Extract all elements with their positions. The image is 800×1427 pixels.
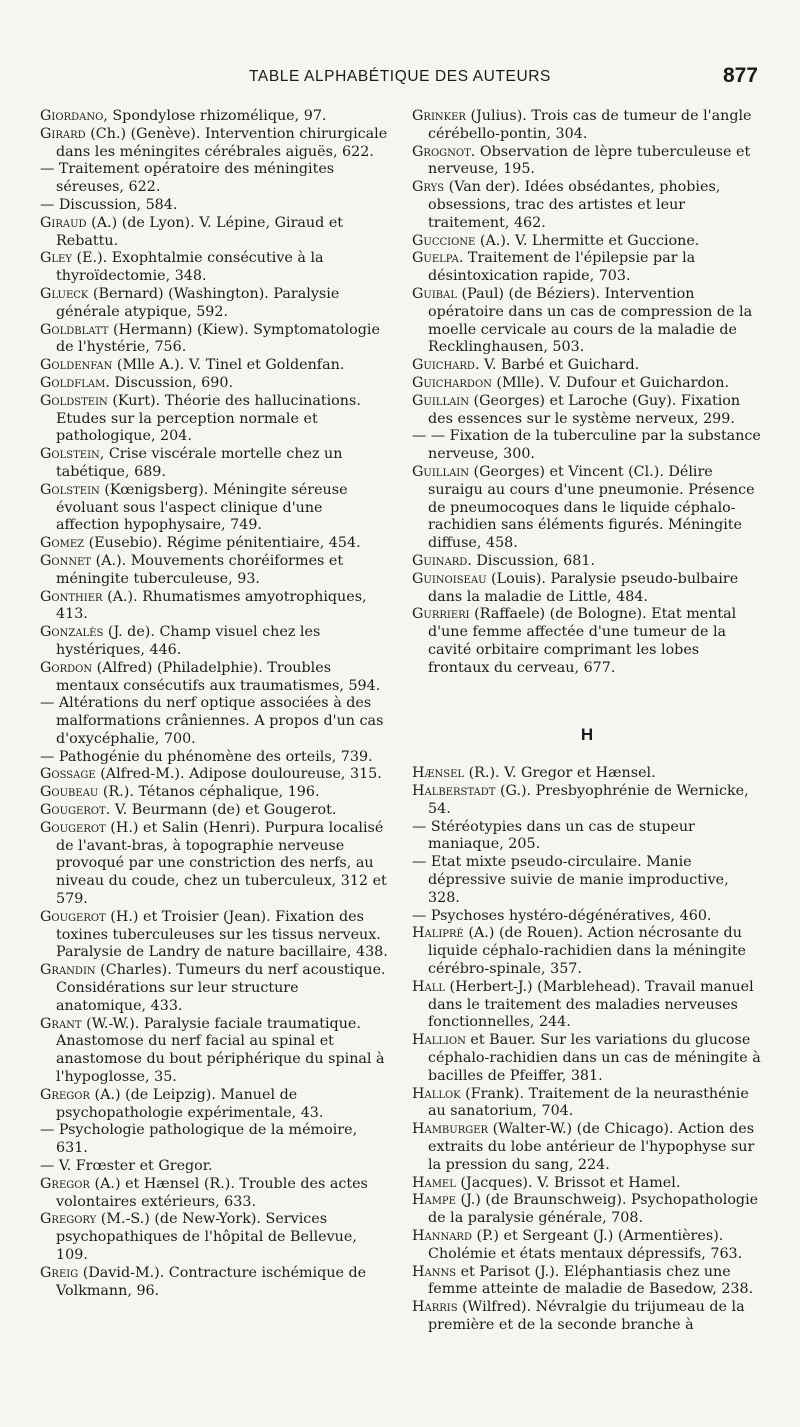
entry-text: (Mlle). V. Dufour et Guichardon. xyxy=(491,374,730,391)
author-name: Giraud xyxy=(40,214,87,231)
author-name: Gurrieri xyxy=(412,606,470,623)
index-entry xyxy=(412,393,762,429)
index-entry xyxy=(40,1016,390,1087)
author-name: Goldstein xyxy=(40,392,108,409)
entry-text: V. Beurmann (de) et Gougerot. xyxy=(110,802,337,819)
author-name: Hamburger xyxy=(412,1121,489,1138)
author-name: Guichard. xyxy=(412,357,480,374)
entry-text: — — Fixation de la tuberculine par la substance nerveuse, 300. xyxy=(412,428,761,463)
entry-text: Traitement de l'épilepsie par la désintoxication rapide, 703. xyxy=(428,250,696,285)
index-entry xyxy=(40,375,390,393)
author-name: Guinoiseau xyxy=(412,570,487,587)
author-name: Goldenfan xyxy=(40,357,113,374)
index-entry xyxy=(40,909,390,962)
index-entry xyxy=(40,784,390,802)
entry-text: (Julius). Trois cas de tumeur de l'angle cérébello-pontin, 304. xyxy=(428,108,752,142)
author-name: Hannard xyxy=(412,1228,472,1245)
index-entry xyxy=(412,179,762,232)
author-name: Hallok xyxy=(412,1085,461,1102)
entry-text: Observation de lèpre tuberculeuse et nerveuse, 195. xyxy=(428,143,751,178)
index-entry xyxy=(40,108,390,126)
entry-text: (A.) (de Lyon). V. Lépine, Giraud et Rebattu. xyxy=(56,214,344,249)
author-name: Gougerot xyxy=(40,908,106,925)
index-entry xyxy=(412,819,762,855)
entry-text: Discussion, 690. xyxy=(109,374,233,391)
index-entry xyxy=(40,322,390,358)
index-entry xyxy=(412,1299,762,1335)
author-name: Greig xyxy=(40,1264,79,1281)
entry-text: (Charles). Tumeurs du nerf acoustique. Considérations sur leur structure anatomique, 433. xyxy=(56,962,386,1014)
entry-text: (Kœnigsberg). Méningite séreuse évoluant sous l'aspect clinique d'une affection hypophysaire, 749. xyxy=(56,481,348,534)
index-entry xyxy=(412,1121,762,1174)
index-entry xyxy=(40,624,390,660)
left-column xyxy=(40,108,390,1300)
author-name: Guillain xyxy=(412,463,470,480)
author-name: Hampe xyxy=(412,1192,456,1209)
author-name: Gregor xyxy=(40,1086,90,1103)
entry-text: (Alfred) (Philadelphie). Troubles mentaux consécutifs aux traumatismes, 594. xyxy=(56,659,381,694)
author-name: Guccione xyxy=(412,232,476,249)
entry-text: (A.) (de Rouen). Action nécrosante du liquide céphalo-rachidien dans la méningite cérébro-spinale, 357. xyxy=(428,925,747,978)
index-entry xyxy=(412,571,762,607)
author-name: Grant xyxy=(40,1015,82,1032)
entry-text: (Paul) (de Béziers). Intervention opératoire dans un cas de compression de la moelle cervicale au cours de la maladie de Recklinghausen, 503. xyxy=(428,285,753,356)
entry-text: et Bauer. Sur les variations du glucose céphalo-rachidien dans un cas de méningite à bacilles de Pfeiffer, 381. xyxy=(428,1032,761,1084)
index-entry xyxy=(40,1176,390,1212)
author-name: Gregor xyxy=(40,1175,90,1192)
author-name: Guibal xyxy=(412,285,458,302)
author-name: Hænsel xyxy=(412,765,465,782)
entry-text: (W.-W.). Paralysie faciale traumatique. Anastomose du nerf facial au spinal et anastomose du bout périphérique du spinal à l'hypoglosse, 35. xyxy=(56,1015,385,1086)
index-entry xyxy=(40,126,390,162)
index-entry xyxy=(40,820,390,909)
author-name: Giordano, xyxy=(40,108,108,124)
author-name: Grandin xyxy=(40,962,96,979)
author-name: Guillain xyxy=(412,392,470,409)
entry-text: — Etat mixte pseudo-circulaire. Manie dépressive suivie de manie improductive, 328. xyxy=(412,854,729,906)
entry-text: (Frank). Traitement de la neurasthénie au sanatorium, 704. xyxy=(428,1085,749,1120)
author-name: Grinker xyxy=(412,108,466,124)
right-column xyxy=(412,108,762,1335)
author-name: Gley xyxy=(40,250,72,267)
index-entry xyxy=(40,695,390,748)
entry-text: (A.). V. Lhermitte et Guccione. xyxy=(475,232,700,249)
entry-text: — Pathogénie du phénomène des orteils, 739. xyxy=(40,748,373,765)
entry-text: (A.). Rhumatismes amyotrophiques, 413. xyxy=(56,588,367,623)
entry-text: (Hermann) (Kiew). Symptomatologie de l'hystérie, 756. xyxy=(56,321,380,356)
index-entry xyxy=(412,1228,762,1264)
author-name: Guelpa. xyxy=(412,250,464,267)
index-entry xyxy=(40,766,390,784)
entry-text: (Raffaele) (de Bologne). Etat mental d'une femme affectée d'une tumeur de la cavité orbitaire comprimant les lobes frontaux du cerveau, 677. xyxy=(428,606,737,676)
entry-text: (Bernard) (Washington). Paralysie générale atypique, 592. xyxy=(56,285,340,320)
entry-text: (G.). Presbyophrénie de Wernicke, 54. xyxy=(428,783,749,817)
right-column-entries xyxy=(412,108,762,678)
index-entry xyxy=(412,250,762,286)
index-entry xyxy=(40,962,390,1015)
index-entry xyxy=(40,482,390,535)
entry-text: — Stéréotypies dans un cas de stupeur maniaque, 205. xyxy=(412,818,695,853)
index-entry xyxy=(40,1122,390,1158)
author-name: Gonzalès xyxy=(40,624,104,641)
index-entry xyxy=(412,108,762,144)
author-name: Hanns xyxy=(412,1263,457,1280)
index-entry xyxy=(40,393,390,446)
index-entry xyxy=(412,1032,762,1085)
entry-text: (Kurt). Théorie des hallucinations. Etudes sur la perception normale et pathologique, 204. xyxy=(56,392,361,445)
entry-text: (Jacques). V. Brissot et Hamel. xyxy=(455,1174,681,1191)
running-title: TABLE ALPHABÉTIQUE DES AUTEURS xyxy=(249,68,551,85)
index-entry xyxy=(40,357,390,375)
index-entry xyxy=(412,783,762,819)
index-entry xyxy=(412,464,762,553)
index-entry xyxy=(412,375,762,393)
author-name: Gregory xyxy=(40,1211,97,1228)
entry-text: (Van der). Idées obsédantes, phobies, obsessions, trac des artistes et leur traitement, 462. xyxy=(428,179,721,231)
index-entry xyxy=(412,233,762,251)
author-name: Grognot. xyxy=(412,143,476,160)
index-entry xyxy=(412,553,762,571)
index-entry xyxy=(40,215,390,251)
index-entry xyxy=(412,286,762,357)
author-name: Goldblatt xyxy=(40,321,109,338)
index-entry xyxy=(40,589,390,625)
page-number: 877 xyxy=(722,64,758,87)
author-name: Golstein, xyxy=(40,446,105,463)
index-entry xyxy=(412,854,762,907)
author-name: Gonnet xyxy=(40,552,92,569)
entry-text: et Parisot (J.). Eléphantiasis chez une femme atteinte de maladie de Basedow, 238. xyxy=(428,1263,754,1298)
entry-text: (Mlle A.). V. Tinel et Goldenfan. xyxy=(112,357,345,374)
index-entry xyxy=(40,1158,390,1176)
author-name: Glueck xyxy=(40,285,89,302)
entry-text: (Herbert-J.) (Marblehead). Travail manuel dans le traitement des maladies nerveuses fonctionnelles, 244. xyxy=(428,978,754,1031)
author-name: Grys xyxy=(412,179,445,196)
section-letter-h: H xyxy=(580,724,594,744)
index-entry xyxy=(412,357,762,375)
index-entry xyxy=(412,144,762,180)
author-name: Gossage xyxy=(40,766,96,783)
entry-text: (A.) et Hænsel (R.). Trouble des actes volontaires extérieurs, 633. xyxy=(56,1175,368,1210)
entry-text: (Walter-W.) (de Chicago). Action des extraits du lobe antérieur de l'hypophyse sur la pression du sang, 224. xyxy=(428,1121,755,1173)
index-entry xyxy=(412,765,762,783)
entry-text: (David-M.). Contracture ischémique de Volkmann, 96. xyxy=(56,1264,367,1299)
author-name: Harris xyxy=(412,1299,458,1316)
index-entry xyxy=(40,535,390,553)
author-name: Golstein xyxy=(40,481,100,498)
entry-text: V. Barbé et Guichard. xyxy=(479,357,640,374)
index-entry xyxy=(412,1264,762,1300)
author-name: Halipré xyxy=(412,925,464,942)
entry-text: (Ch.) (Genève). Intervention chirurgicale dans les méningites cérébrales aiguës, 622. xyxy=(56,125,388,160)
index-entry xyxy=(40,1087,390,1123)
entry-text: — V. Frœster et Gregor. xyxy=(40,1158,213,1175)
index-entry xyxy=(40,197,390,215)
index-entry xyxy=(412,1175,762,1193)
index-entry xyxy=(40,660,390,696)
author-name: Goubeau xyxy=(40,784,99,801)
author-name: Gonthier xyxy=(40,588,103,605)
entry-text: (J. de). Champ visuel chez les hystériques, 446. xyxy=(56,624,321,658)
index-entry xyxy=(412,428,762,464)
page-header xyxy=(40,60,760,100)
entry-text: (A.) (de Leipzig). Manuel de psychopathologie expérimentale, 43. xyxy=(56,1086,324,1121)
entry-text: (A.). Mouvements choréiformes et méningite tuberculeuse, 93. xyxy=(56,552,344,587)
entry-text: (Eusebio). Régime pénitentiaire, 454. xyxy=(84,535,361,552)
index-entry xyxy=(40,802,390,820)
entry-text: (Wilfred). Névralgie du trijumeau de la première et de la seconde branche à xyxy=(428,1299,745,1333)
index-entry xyxy=(40,161,390,197)
index-entry xyxy=(40,250,390,286)
entry-text: (R.). V. Gregor et Hænsel. xyxy=(464,765,656,782)
entry-text: (H.) et Salin (Henri). Purpura localisé de l'avant-bras, à topographie nerveuse provoqué par une constriction des nerfs, au niveau du coude, chez un tuberculeux, 312 et 579. xyxy=(56,819,387,908)
entry-text: (Georges) et Laroche (Guy). Fixation des essences sur le système nerveux, 299. xyxy=(428,392,741,427)
author-name: Gougerot xyxy=(40,819,106,836)
entry-text: (M.-S.) (de New-York). Services psychopathiques de l'hôpital de Bellevue, 109. xyxy=(56,1211,357,1263)
index-entry xyxy=(412,1086,762,1122)
entry-text: — Altérations du nerf optique associées à des malformations crâniennes. A propos d'un cas d'oxycéphalie, 700. xyxy=(40,695,384,747)
index-entry xyxy=(40,286,390,322)
author-name: Girard xyxy=(40,125,86,142)
entry-text: — Discussion, 584. xyxy=(40,196,178,213)
author-name: Hamel xyxy=(412,1174,456,1191)
entry-text: (E.). Exophtalmie consécutive à la thyroïdectomie, 348. xyxy=(56,250,324,285)
index-entry xyxy=(412,606,762,677)
author-name: Gordon xyxy=(40,659,93,676)
author-name: Gougerot. xyxy=(40,802,111,819)
author-name: Goldflam. xyxy=(40,374,110,391)
author-name: Gomez xyxy=(40,535,85,552)
section-h-entries xyxy=(412,765,762,1335)
entry-text: — Psychoses hystéro-dégénératives, 460. xyxy=(412,907,712,924)
entry-text: — Traitement opératoire des méningites séreuses, 622. xyxy=(40,161,335,196)
index-entry xyxy=(412,908,762,926)
entry-text: (Alfred-M.). Adipose douloureuse, 315. xyxy=(95,766,382,783)
index-entry xyxy=(412,979,762,1032)
index-entry xyxy=(412,925,762,978)
author-name: Hallion xyxy=(412,1032,466,1049)
entry-text: (P.) et Sergeant (J.) (Armentières). Cholémie et états mentaux dépressifs, 763. xyxy=(428,1228,743,1262)
entry-text: Spondylose rhizomélique, 97. xyxy=(107,108,327,124)
index-entry xyxy=(412,1192,762,1228)
author-name: Hall xyxy=(412,978,445,995)
entry-text: (R.). Tétanos céphalique, 196. xyxy=(98,784,320,801)
entry-text: (J.) (de Braunschweig). Psychopathologie de la paralysie générale, 708. xyxy=(428,1192,759,1227)
index-entry xyxy=(40,1265,390,1301)
entry-text: (Louis). Paralysie pseudo-bulbaire dans la maladie de Little, 484. xyxy=(428,570,739,605)
index-entry xyxy=(40,446,390,482)
entry-text: — Psychologie pathologique de la mémoire, 631. xyxy=(40,1122,358,1157)
entry-text: (H.) et Troisier (Jean). Fixation des toxines tuberculeuses sur les tissus nerveux. Paralysie de Landry de nature bacillaire, 438. xyxy=(56,908,388,961)
entry-text: Crise viscérale mortelle chez un tabétique, 689. xyxy=(56,446,343,480)
index-entry xyxy=(40,1211,390,1264)
entry-text: Discussion, 681. xyxy=(471,552,595,569)
author-name: Guinard. xyxy=(412,552,472,569)
author-name: Halberstadt xyxy=(412,783,496,800)
author-name: Guichardon xyxy=(412,374,492,391)
entry-text: (Georges) et Vincent (Cl.). Délire suraigu au cours d'une pneumonie. Présence de pneumocoques dans le liquide céphalo-rachidien sans éléments figurés. Méningite diffuse, 458. xyxy=(428,463,755,552)
index-entry xyxy=(40,553,390,589)
index-entry xyxy=(40,749,390,767)
